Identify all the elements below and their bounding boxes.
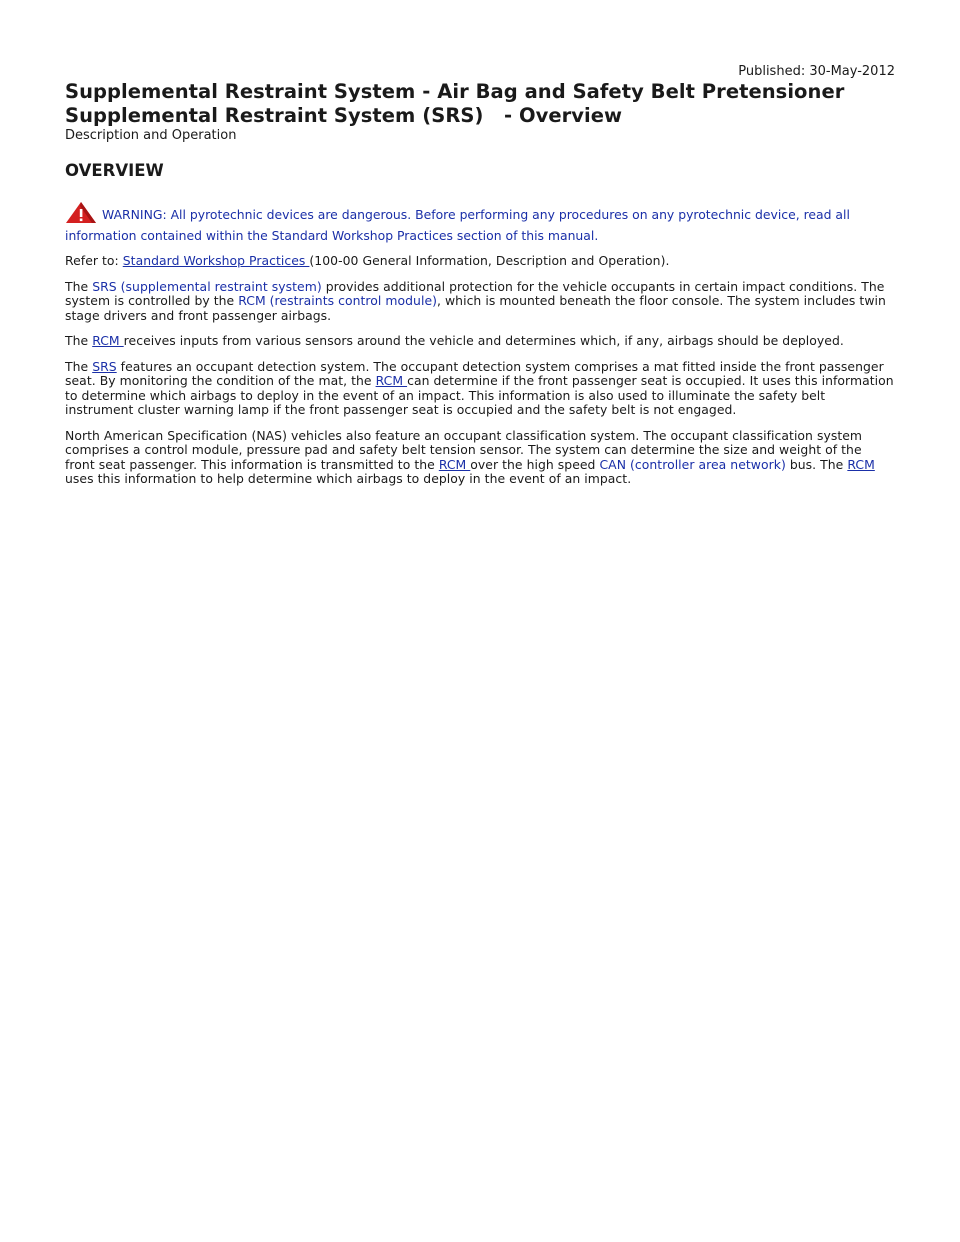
text-run: uses this information to help determine which airbags to deploy in the event of an impact.	[65, 471, 632, 486]
rcm-definition: RCM (restraints control module)	[238, 293, 438, 308]
paragraph-occupant-detection	[65, 360, 895, 418]
can-definition: CAN (controller area network)	[599, 456, 786, 472]
srs-link[interactable]: SRS	[92, 358, 117, 374]
text-run: The	[65, 358, 93, 374]
text-run: The	[65, 278, 93, 294]
paragraph-occupant-classification	[65, 429, 895, 487]
text-run: provides additional protection for the vehicle occupants in certain impact conditions. The system is controlled by the	[65, 278, 885, 308]
standard-workshop-practices-link[interactable]: Standard Workshop Practices	[122, 253, 310, 268]
document-page	[65, 64, 895, 487]
text-run: receives inputs from various sensors around the vehicle and determines which, if any, airbags should be deployed.	[123, 333, 844, 348]
srs-definition: SRS (supplemental restraint system)	[92, 278, 322, 294]
refer-suffix: (100-00 General Information, Description and Operation).	[309, 253, 670, 268]
paragraph-srs-intro	[65, 280, 895, 324]
refer-prefix: Refer to:	[65, 253, 123, 268]
section-heading: OVERVIEW	[65, 161, 164, 180]
rcm-link[interactable]: RCM	[375, 373, 408, 388]
title-line-2: Supplemental Restraint System (SRS) - Overview	[65, 104, 623, 127]
document-title	[65, 80, 895, 128]
rcm-link[interactable]: RCM	[92, 333, 124, 348]
text-run: can determine if the front passenger seat is occupied. It uses this information to determine which airbags to deploy in the event of an impact. This information is also used to illuminate the safety belt instrument cluster warning lamp if the front passenger seat is occupied and the safety belt is not engaged.	[65, 373, 894, 417]
text-run: The	[65, 333, 93, 348]
rcm-link[interactable]: RCM	[438, 456, 471, 472]
warning-block	[65, 201, 895, 243]
warning-text: WARNING: All pyrotechnic devices are dangerous. Before performing any procedures on any pyrotechnic device, read all information contained within the Standard Workshop Practices section of this manual.	[65, 207, 850, 243]
text-run: North American Specification (NAS) vehicles also feature an occupant classification system. The occupant classification system comprises a control module, pressure pad and safety belt tension sensor. The system can determine the size and weight of the front seat passenger. This information is transmitted to the	[65, 427, 863, 472]
document-subtitle: Description and Operation	[65, 128, 237, 143]
text-run: , which is mounted beneath the floor console. The system includes twin stage drivers and front passenger airbags.	[65, 293, 886, 323]
rcm-link[interactable]: RCM	[847, 456, 875, 472]
title-line-1: Supplemental Restraint System - Air Bag and Safety Belt Pretensioner	[65, 80, 845, 103]
text-run: over the high speed	[470, 456, 600, 472]
refer-paragraph	[65, 254, 895, 269]
paragraph-rcm-inputs	[65, 334, 895, 349]
text-run: bus. The	[785, 456, 848, 472]
published-date: Published: 30-May-2012	[738, 64, 895, 79]
text-run: features an occupant detection system. The occupant detection system comprises a mat fitted inside the front passenger seat. By monitoring the condition of the mat, the	[65, 358, 884, 388]
warning-triangle-icon	[65, 201, 101, 229]
